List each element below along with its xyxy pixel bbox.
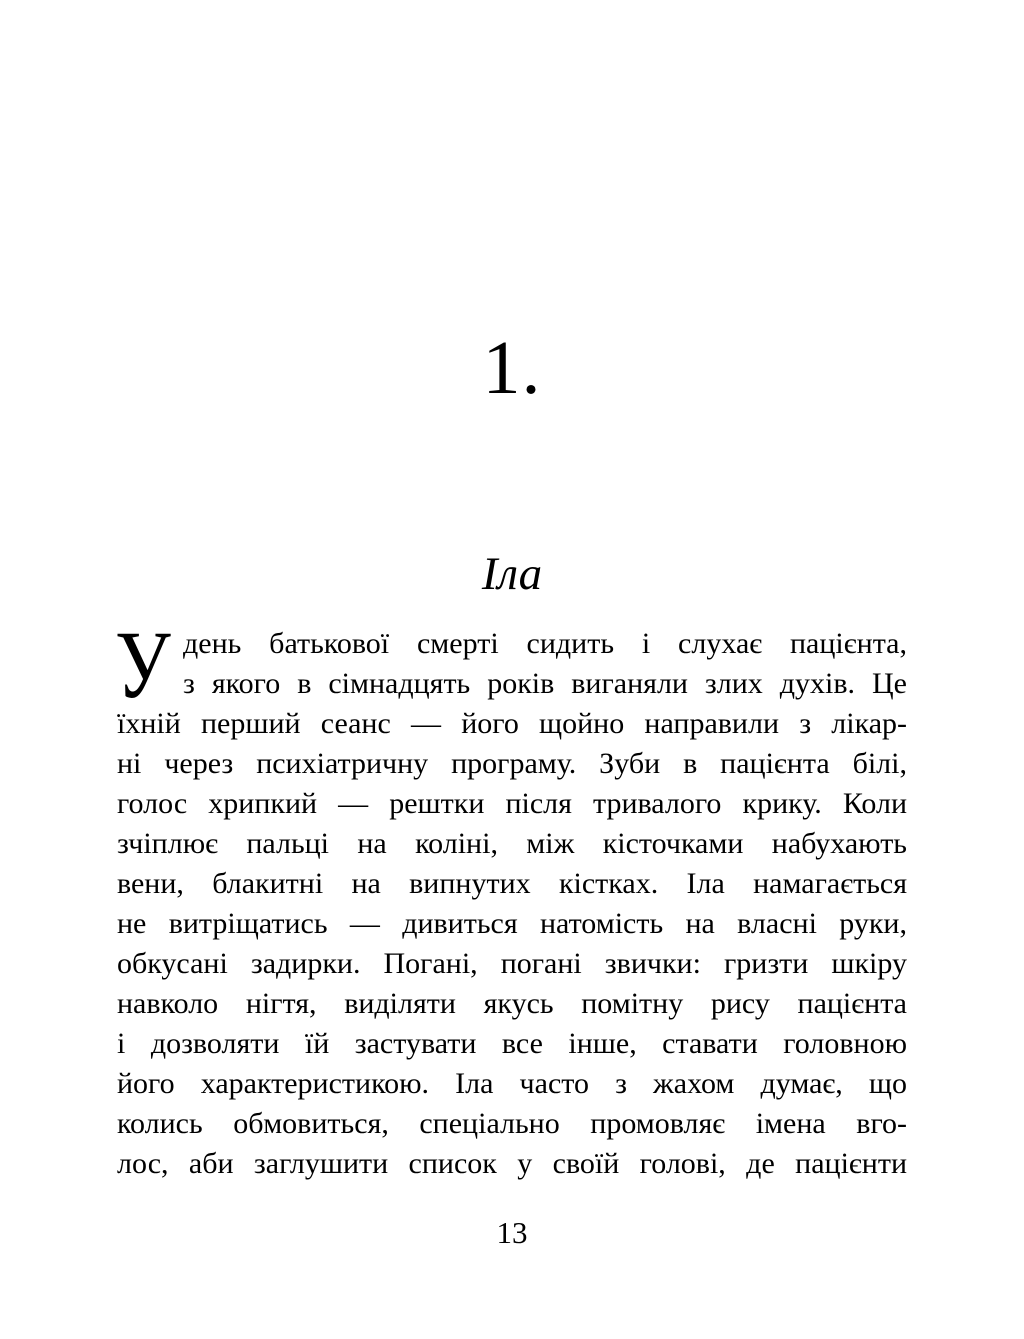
text-line: колись обмовиться, спеціально промовляє імена вго- bbox=[117, 1107, 907, 1140]
paragraph bbox=[115, 611, 907, 1184]
text-line: лос, аби заглушити список у своїй голові, де пацієнти bbox=[117, 1147, 907, 1180]
text-line: і дозволяти їй застувати все інше, ставати головною bbox=[117, 1027, 907, 1060]
text-line: навколо нігтя, виділяти якусь помітну рису пацієнта bbox=[117, 987, 907, 1020]
text-line: ні через психіатричну програму. Зуби в пацієнта білі, bbox=[117, 747, 907, 780]
drop-cap: У bbox=[115, 611, 171, 718]
text-line: його характеристикою. Іла часто з жахом думає, що bbox=[117, 1067, 907, 1100]
text-line: обкусані задирки. Погані, погані звички: гризти шкіру bbox=[117, 947, 907, 980]
text-line: зчіплює пальці на коліні, між кісточками набухають bbox=[117, 827, 907, 860]
page-number: 13 bbox=[496, 1215, 528, 1250]
chapter-title: Іла bbox=[481, 548, 543, 600]
text-line: з якого в сімнадцять років виганяли злих духів. Це bbox=[183, 667, 907, 700]
text-line: вени, блакитні на випнутих кістках. Іла намагається bbox=[117, 867, 907, 900]
chapter-number: 1. bbox=[482, 326, 542, 410]
text-line: голос хрипкий — рештки після тривалого крику. Коли bbox=[117, 787, 907, 820]
text-line: день батькової смерті сидить і слухає пацієнта, bbox=[183, 627, 907, 660]
text-line: не витріщатись — дивиться натомість на власні руки, bbox=[117, 907, 907, 940]
text-line: їхній перший сеанс — його щойно направили з лікар- bbox=[117, 707, 907, 740]
